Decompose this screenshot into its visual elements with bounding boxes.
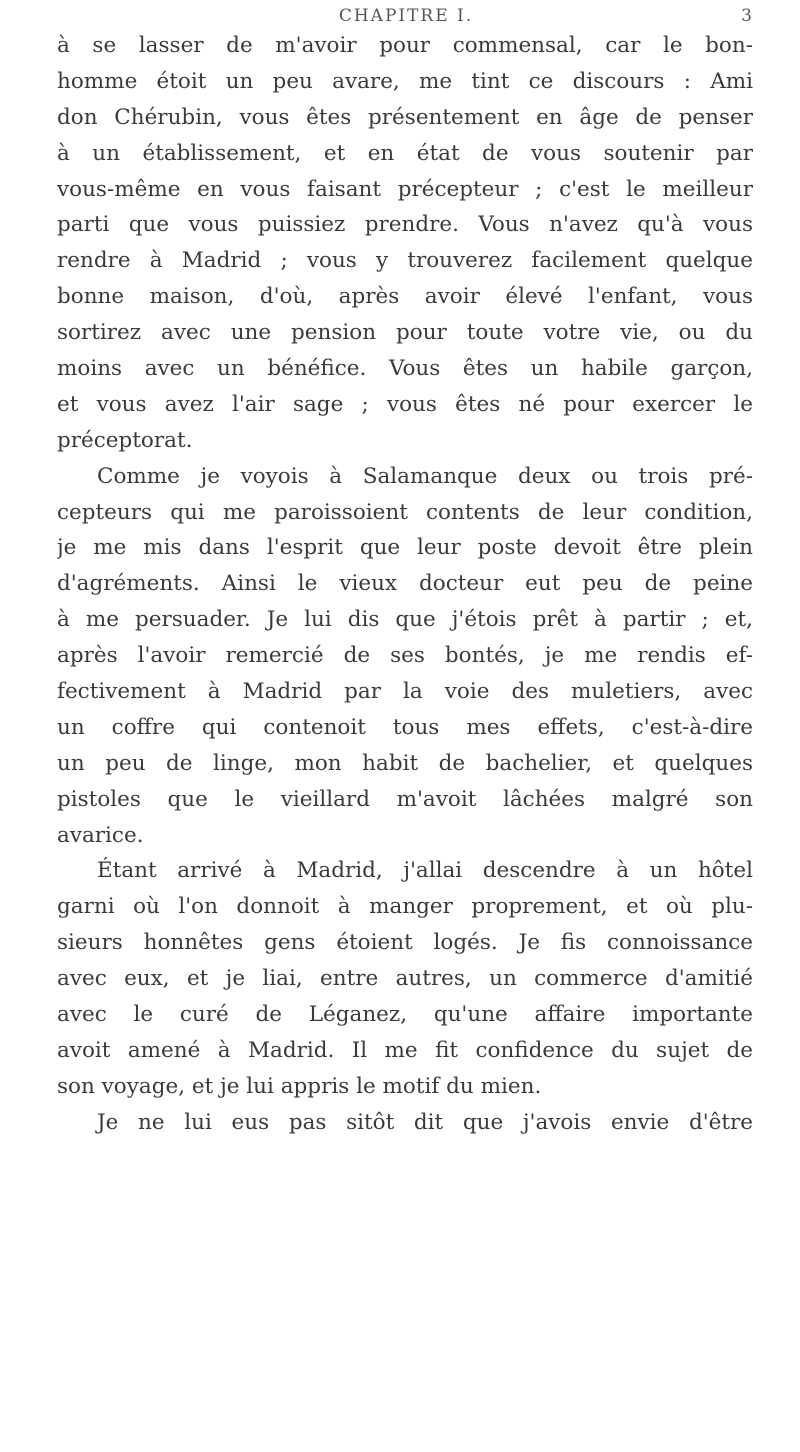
text-line: et vous avez l'air sage ; vous êtes né pour exercer le <box>57 391 753 417</box>
body-text <box>57 28 753 1141</box>
text-line: sieurs honnêtes gens étoient logés. Je fis connoissance <box>57 930 753 956</box>
text-line: après l'avoir remercié de ses bontés, je me rendis ef- <box>57 643 753 669</box>
chapter-heading: CHAPITRE I. <box>338 6 474 26</box>
page-number: 3 <box>741 6 752 26</box>
text-line: vous-même en vous faisant précepteur ; c'est le meilleur <box>57 176 753 202</box>
text-line: avec le curé de Léganez, qu'une affaire importante <box>57 1002 753 1028</box>
paragraph-end-line: avarice. <box>57 822 144 848</box>
text-line: à un établissement, et en état de vous soutenir par <box>57 140 753 166</box>
text-line: rendre à Madrid ; vous y trouverez facilement quelque <box>57 248 753 274</box>
text-line: moins avec un bénéfice. Vous êtes un habile garçon, <box>57 356 753 382</box>
text-line: bonne maison, d'où, après avoir élevé l'enfant, vous <box>57 284 753 310</box>
text-line: don Chérubin, vous êtes présentement en âge de penser <box>57 104 753 130</box>
text-line: un peu de linge, mon habit de bachelier, et quelques <box>57 750 753 776</box>
text-line: cepteurs qui me paroissoient contents de leur condition, <box>57 499 753 525</box>
paragraph-end-line: son voyage, et je lui appris le motif du mien. <box>57 1073 542 1099</box>
paragraph-end-line: préceptorat. <box>57 427 193 453</box>
text-line: avec eux, et je liai, entre autres, un commerce d'amitié <box>57 966 753 992</box>
text-line: parti que vous puissiez prendre. Vous n'avez qu'à vous <box>57 212 753 238</box>
text-line: fectivement à Madrid par la voie des muletiers, avec <box>57 679 753 705</box>
paragraph-start-line: Comme je voyois à Salamanque deux ou trois pré- <box>97 463 753 489</box>
text-line: avoit amené à Madrid. Il me fit confidence du sujet de <box>57 1037 753 1063</box>
text-line: garni où l'on donnoit à manger proprement, et où plu- <box>57 894 753 920</box>
text-line: à se lasser de m'avoir pour commensal, car le bon- <box>57 33 753 58</box>
paragraph-start-line: Étant arrivé à Madrid, j'allai descendre à un hôtel <box>97 858 753 884</box>
text-line: à me persuader. Je lui dis que j'étois prêt à partir ; et, <box>57 607 753 633</box>
text-line: un coffre qui contenoit tous mes effets, c'est-à-dire <box>57 714 753 740</box>
paragraph-start-line: Je ne lui eus pas sitôt dit que j'avois envie d'être <box>97 1109 753 1135</box>
text-line: homme étoit un peu avare, me tint ce discours : Ami <box>57 68 753 94</box>
text-line: pistoles que le vieillard m'avoit lâchées malgré son <box>57 786 753 812</box>
text-line: je me mis dans l'esprit que leur poste devoit être plein <box>57 535 753 561</box>
text-line: sortirez avec une pension pour toute votre vie, ou du <box>57 320 753 346</box>
text-line: d'agréments. Ainsi le vieux docteur eut peu de peine <box>57 571 753 597</box>
